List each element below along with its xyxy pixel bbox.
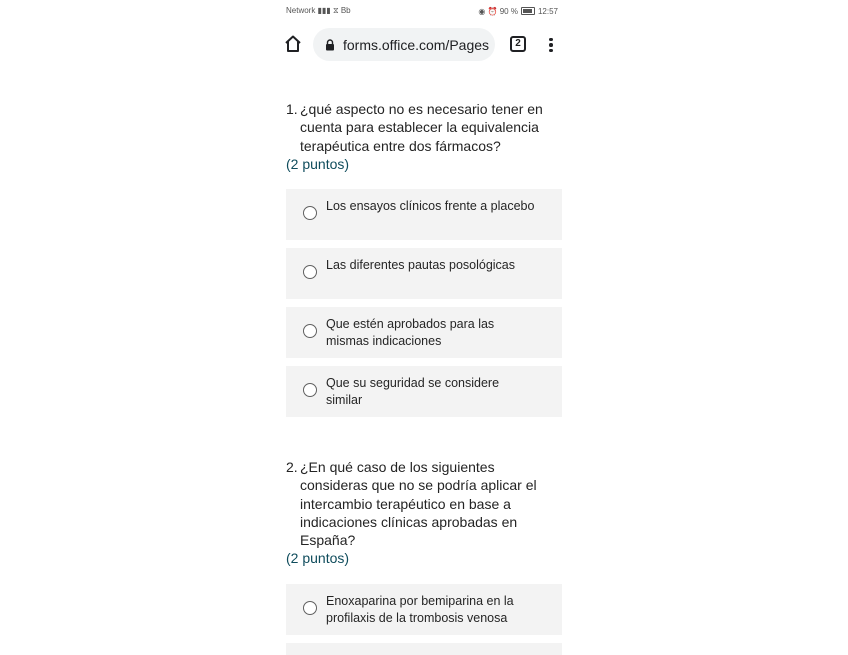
- phone-screen: [276, 0, 572, 655]
- question-text: ¿qué aspecto no es necesario tener en cuenta para establecer la equivalencia terapéutica entre dos fármacos?: [300, 101, 543, 154]
- option-label: Que su seguridad se considere similar: [326, 376, 500, 407]
- option-q2-a[interactable]: [286, 584, 562, 635]
- battery-icon: [521, 7, 535, 15]
- status-left: Network ▮▮▮ ⧖ Bb: [286, 6, 351, 15]
- option-label: Enoxaparina por bemiparina en la profilaxis de la trombosis venosa: [326, 594, 514, 625]
- url-bar[interactable]: [313, 28, 495, 61]
- option-q1-a[interactable]: [286, 189, 562, 240]
- radio-button[interactable]: [303, 383, 317, 397]
- status-bar: [286, 3, 558, 19]
- option-q1-d[interactable]: [286, 366, 562, 417]
- question-points: (2 puntos): [286, 550, 350, 567]
- radio-button[interactable]: [303, 324, 317, 338]
- question-number: 1.: [286, 101, 298, 117]
- option-q1-c[interactable]: [286, 307, 562, 358]
- option-label: Que estén aprobados para las mismas indicaciones: [326, 317, 495, 348]
- status-icons: ◉ ⏰ 90 %: [478, 6, 518, 16]
- question-points: (2 puntos): [286, 155, 350, 172]
- option-label: Las diferentes pautas posológicas: [326, 258, 516, 272]
- more-options-icon[interactable]: [546, 36, 556, 54]
- url-text: forms.office.com/Pages: [343, 36, 490, 53]
- option-q2-b-partial[interactable]: [286, 643, 562, 655]
- question-1: [286, 100, 562, 173]
- home-icon[interactable]: [283, 34, 303, 54]
- lock-icon: [325, 39, 335, 51]
- radio-button[interactable]: [303, 601, 317, 615]
- tab-switcher-button[interactable]: 2: [510, 36, 526, 52]
- question-2: [286, 458, 562, 567]
- radio-button[interactable]: [303, 265, 317, 279]
- radio-button[interactable]: [303, 206, 317, 220]
- option-q1-b[interactable]: [286, 248, 562, 299]
- option-label: Los ensayos clínicos frente a placebo: [326, 199, 535, 213]
- browser-toolbar: [276, 26, 572, 64]
- question-number: 2.: [286, 459, 298, 475]
- question-text: ¿En qué caso de los siguientes consideras que no se podría aplicar el intercambio terapéutico en base a indicaciones clínicas aprobadas en España?: [300, 459, 537, 549]
- status-time: 12:57: [537, 6, 558, 16]
